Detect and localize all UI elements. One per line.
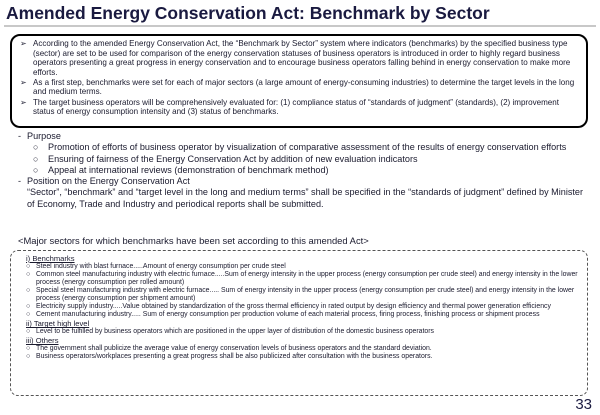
circle-bullet-icon: ○ xyxy=(26,263,31,270)
position-heading-text: Position on the Energy Conservation Act xyxy=(27,176,190,187)
other-item xyxy=(26,353,581,361)
position-heading xyxy=(18,176,588,187)
circle-bullet-icon: ○ xyxy=(33,142,39,153)
position-text: “Sector”, “benchmark” and “target level in the long and medium terms” shall be specified in the “standards of judgment” defined by Minister of Economy, Trade and Industry and periodical reports shall be submitted. xyxy=(27,187,583,209)
arrow-bullet-icon: ➢ xyxy=(20,77,27,87)
target-item-text: Level to be fulfilled by business operators which are positioned in the upper layer of distribution of the domestic business operators xyxy=(36,328,434,336)
target-heading: ii) Target high level xyxy=(26,319,90,329)
circle-bullet-icon: ○ xyxy=(33,153,39,164)
circle-bullet-icon: ○ xyxy=(26,328,31,336)
purpose-item-text: Ensuring of fairness of the Energy Conservation Act by addition of new evaluation indicators xyxy=(48,153,418,164)
sectors-box xyxy=(10,250,588,396)
intro-bullet xyxy=(20,78,578,97)
benchmark-item-text: Steel industry with blast furnace.....Amount of energy consumption per crude steel xyxy=(36,263,286,270)
dash-bullet-icon: - xyxy=(18,131,22,141)
intro-box xyxy=(10,34,588,128)
purpose-item xyxy=(18,165,588,176)
circle-bullet-icon: ○ xyxy=(26,271,31,279)
page-title: Amended Energy Conservation Act: Benchmark by Sector xyxy=(6,3,490,23)
circle-bullet-icon: ○ xyxy=(33,164,39,175)
purpose-heading xyxy=(18,131,588,142)
benchmark-item-text: Cement manufacturing industry..... Sum of energy consumption per production volume of each material process, firing process, finishing process or shipment process xyxy=(36,311,540,319)
benchmark-item-text: Common steel manufacturing industry with electric furnace.....Sum of energy intensity in the upper process (energy consumption per crude steel) and energy intensity in the lower process (energy consumption per rolled amount) xyxy=(36,271,578,287)
benchmark-item xyxy=(26,303,581,311)
purpose-item-text: Promotion of efforts of business operator by visualization of comparative assessment of the results of energy conservation efforts xyxy=(48,142,567,153)
arrow-bullet-icon: ➢ xyxy=(20,97,27,107)
benchmark-item-text: Special steel manufacturing industry with electric furnace..... Sum of energy intensity in the upper process (energy consumption per crude steel) and energy intensity in the lower process (energy consumption per shipment amount) xyxy=(36,287,575,303)
benchmark-item xyxy=(26,263,581,271)
target-item xyxy=(26,328,581,336)
circle-bullet-icon: ○ xyxy=(26,303,31,311)
circle-bullet-icon: ○ xyxy=(26,345,31,353)
purpose-section xyxy=(18,131,588,210)
title-divider xyxy=(4,25,596,27)
intro-bullet xyxy=(20,98,578,117)
intro-bullet-text: According to the amended Energy Conservation Act, the “Benchmark by Sector” system where indicators (benchmarks) by the specified business type (sector) are set to be used for comparison of the energy conservation statuses of business operators is introduced in order to highly regard business operators presenting a great progress in energy conservation and to encourage business operators falling behind in energy conservation to make more efforts. xyxy=(33,39,571,77)
dash-bullet-icon: - xyxy=(18,176,22,187)
other-item xyxy=(26,345,581,353)
purpose-item xyxy=(18,154,588,165)
sectors-heading: <Major sectors for which benchmarks have been set according to this amended Act> xyxy=(18,235,369,246)
other-item-text: Business operators/workplaces presenting a great progress shall be also publicized after consultation with the business operators. xyxy=(36,353,433,361)
circle-bullet-icon: ○ xyxy=(26,311,31,319)
benchmarks-heading: i) Benchmarks xyxy=(26,254,75,263)
purpose-item xyxy=(18,142,588,153)
purpose-item-text: Appeal at international reviews (demonstration of benchmark method) xyxy=(48,164,329,175)
circle-bullet-icon: ○ xyxy=(26,287,31,295)
benchmark-item xyxy=(26,287,581,303)
intro-bullet-text: The target business operators will be comprehensively evaluated for: (1) compliance status of “standards of judgment” (standards), (2) improvement status of energy consumption intensity and (3) status of benchmarks. xyxy=(33,97,559,117)
purpose-heading-text: Purpose xyxy=(27,131,61,141)
arrow-bullet-icon: ➢ xyxy=(20,39,27,48)
others-heading: iii) Others xyxy=(26,336,59,346)
intro-bullet xyxy=(20,39,578,77)
circle-bullet-icon: ○ xyxy=(26,353,31,361)
benchmark-item xyxy=(26,311,581,319)
benchmark-item-text: Electricity supply industry.....Value obtained by standardization of the gross thermal efficiency in rated output by design efficiency and thermal power generation efficiency xyxy=(36,303,551,311)
intro-bullet-text: As a first step, benchmarks were set for each of major sectors (a large amount of energy-consuming industries) to determine the target levels in the long and medium terms. xyxy=(33,77,575,97)
other-item-text: The government shall publicize the average value of energy conservation levels of business operators and the standard deviation. xyxy=(36,345,432,353)
benchmark-item xyxy=(26,271,581,287)
page-number: 33 xyxy=(575,396,592,413)
